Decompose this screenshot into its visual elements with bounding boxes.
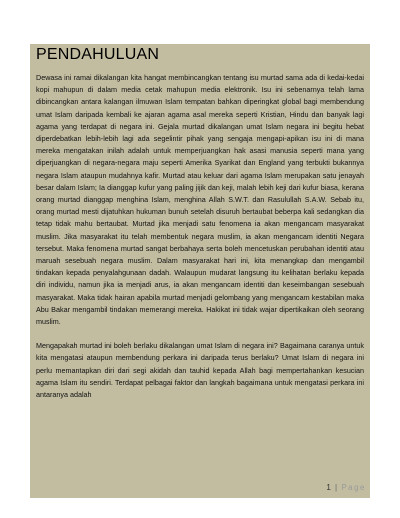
paragraph: Mengapakah murtad ini boleh berlaku dikalangan umat Islam di negara ini? Bagaimana caranya untuk kita mengatasi ataupun membendung perkara ini daripada terus berlaku? Umat Islam di negara ini perlu memantapkan diri dari segi akidah dan tauhid kepada Allah bagi mempertahankan kesucian agama Islam itu sendiri. Terdapat pelbagai faktor dan langkah bagaimana untuk mengatasi perkara ini antaranya adalah [36, 341, 364, 400]
footer-separator: | [335, 483, 338, 492]
page-number: 1 [326, 483, 331, 492]
paragraph: Dewasa ini ramai dikalangan kita hangat membincangkan tentang isu murtad sama ada di kedai-kedai kopi mahupun di dalam media cetak mahupun media elektronik. Isu ini sebenarnya telah lama dibincangkan antara kalangan ilmuwan Islam tempatan bahkan diperingkat global bagi membendung umat Islam daripada kembali ke ajaran agama asal mereka seperti Kristian, Hindu dan banyak lagi agama yang terdapat di negara ini. Gejala murtad dikalangan umat Islam negara ini begitu hebat diperdebatkan lebih-lebih lagi ada segelintir pihak yang sengaja mengapi-apikan isu ini di mana mereka mengatakan inilah adalah untuk memperjuangkan hak asasi manusia seperti mana yang diperjuangkan di negara-negara maju seperti Amerika Syarikat dan England yang terbukti bukannya negara Islam ataupun mudahnya kafir. Murtad atau keluar dari agama Islam merupakan satu jenayah besar dalam Islam; Ia dianggap kufur yang paling jijik dan keji, malah lebih keji dari kufur biasa, kerana orang murtad dianggap menghina Islam, menghina Allah S.W.T. dan Rasulullah S.A.W. Sebab itu, orang murtad mesti dijatuhkan hukuman bunuh setelah disuruh bertaubat beberpa kali sedangkan dia tetap tidak mahu bertaubat. Murtad jika menjadi satu fenomena ia akan mengancam masyarakat muslim. Jika masyarakat itu telah membentuk negara muslim, ia akan mengancam identiti Negara tersebut. Maka fenomena murtad sangat berbahaya serta boleh mencetuskan perubahan identiti atau maruah sesebuah negara muslim. Dalam masyarakat hari ini, kita menangkap dan mengambil tindakan kepada penyalahgunaan dadah. Walaupun mudarat langsung itu kelihatan berlaku kepada diri individu, namun jika ia menjadi arus, ia akan mengancam identiti dan keseimbangan sesebuah masyarakat. Maka tidak hairan apabila murtad menjadi gelombang yang mengancam kestabilan maka Abu Bakar mengambil tindakan memerangi mereka. Hakikat ini tidak wajar dipertikaikan oleh seorang muslim. [36, 73, 364, 327]
document-body [36, 72, 364, 401]
document-title: PENDAHULUAN [36, 46, 160, 63]
page-label: Page [341, 483, 366, 492]
document-page [30, 44, 370, 498]
page-footer [326, 483, 366, 492]
